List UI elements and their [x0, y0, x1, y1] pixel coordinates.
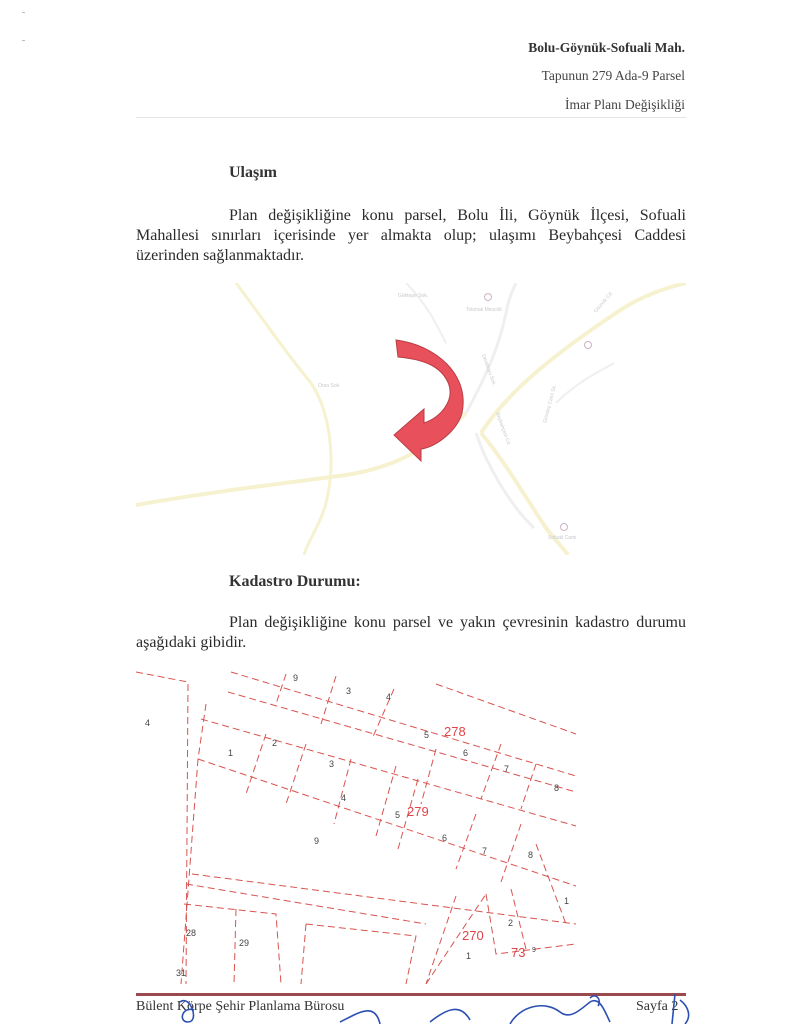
footer-page-number: Sayfa 2 [636, 999, 679, 1014]
block-number: 278 [444, 724, 466, 739]
parcel-boundary [511, 889, 526, 949]
parcel-number: 4 [145, 718, 151, 728]
parcel-number: 1 [228, 748, 234, 758]
parcel-boundary [181, 759, 198, 984]
parcel-number: 7 [482, 846, 488, 856]
parcel-boundary [421, 749, 436, 804]
parcel-number: 6 [442, 833, 448, 843]
parcel-number: 2 [272, 738, 278, 748]
map-label: Göktepe Sok. [398, 293, 429, 299]
parcel-number: 3 [346, 686, 352, 696]
transport-paragraph: Plan değişikliğine konu parsel, Bolu İli, Göynük İlçesi, Sofuali Mahallesi sınırları içerisinde yer almakta olup; ulaşımı Beybahçesi Caddesi üzerinden sağlanmaktadır. [136, 207, 686, 264]
parcel-number: 3 [329, 759, 335, 769]
parcel-boundary [456, 814, 476, 869]
section-title-transport: Ulaşım [229, 164, 277, 181]
parcel-boundary [306, 924, 416, 984]
section-title-cadastre: Kadastro Durumu: [229, 573, 361, 590]
parcel-number: 29 [239, 938, 250, 948]
parcel-boundary [184, 904, 281, 984]
parcel-number: 1 [564, 896, 570, 906]
parcel-number: 9 [293, 673, 299, 683]
parcel-boundary [376, 766, 396, 836]
header-subject: İmar Planı Değişikliği [565, 97, 685, 112]
map-label: Gündeş Cami Sk. [542, 384, 559, 424]
parcel-number: 6 [463, 748, 469, 758]
parcel-number: 2 [508, 918, 514, 928]
header-location: Bolu-Göynük-Sofuali Mah. [528, 40, 685, 55]
parcel-boundary [301, 924, 306, 984]
parcel-number: 8 [554, 783, 560, 793]
map-label: Sofuali Cami [548, 535, 577, 541]
parcel-boundary [201, 719, 576, 826]
scan-speck [22, 12, 25, 13]
parcel-number: 9 [314, 836, 320, 846]
parcel-number: 28 [186, 928, 197, 938]
parcel-boundary [234, 909, 236, 984]
parcel-boundary [198, 704, 206, 759]
location-map [136, 283, 686, 555]
parcel-boundary [426, 896, 456, 984]
parcel-boundary [334, 759, 351, 824]
parcel-number: 4 [341, 793, 347, 803]
map-label: Beybahçesi Cd. [494, 411, 512, 447]
parcel-boundary [198, 759, 576, 886]
parcel-boundary [276, 674, 286, 704]
parcel-boundary [486, 894, 576, 954]
cadastre-paragraph: Plan değişikliğine konu parsel ve yakın çevresinin kadastro durumu aşağıdaki gibidir. [136, 614, 686, 651]
parcel-boundary [136, 672, 188, 984]
cadastre-map [136, 664, 576, 984]
block-number: 270 [462, 928, 484, 943]
parcel-number: 31 [176, 968, 187, 978]
parcel-number: 4 [386, 692, 392, 702]
parcel-boundary [231, 672, 576, 776]
map-label: Tokmak Mescidi [466, 307, 502, 313]
parcel-boundary [521, 764, 536, 809]
parcel-boundary [501, 824, 521, 882]
map-label: Oran Sok. [318, 383, 341, 389]
parcel-number: 9 [532, 947, 536, 954]
parcel-number: 5 [395, 810, 401, 820]
scan-speck [22, 40, 25, 41]
parcel-boundary [186, 884, 426, 924]
parcel-boundary [321, 676, 336, 724]
parcel-number: 5 [424, 730, 430, 740]
map-label: Göynük Cd. [592, 290, 615, 315]
header-parcel: Tapunun 279 Ada-9 Parsel [541, 68, 685, 83]
map-label: Dereboyu Sok. [480, 353, 498, 387]
parcel-number: 7 [504, 764, 510, 774]
parcel-boundary [286, 744, 306, 804]
parcel-boundary [536, 844, 566, 924]
parcel-number: 1 [466, 951, 472, 961]
parcel-boundary [246, 734, 266, 794]
parcel-number: 8 [528, 850, 534, 860]
footer-company: Bülent Körpe Şehir Planlama Bürosu [136, 999, 345, 1014]
signature-scribble [160, 992, 720, 1024]
header-divider [136, 117, 686, 118]
block-number: 279 [407, 804, 429, 819]
block-number: 73 [511, 945, 526, 960]
